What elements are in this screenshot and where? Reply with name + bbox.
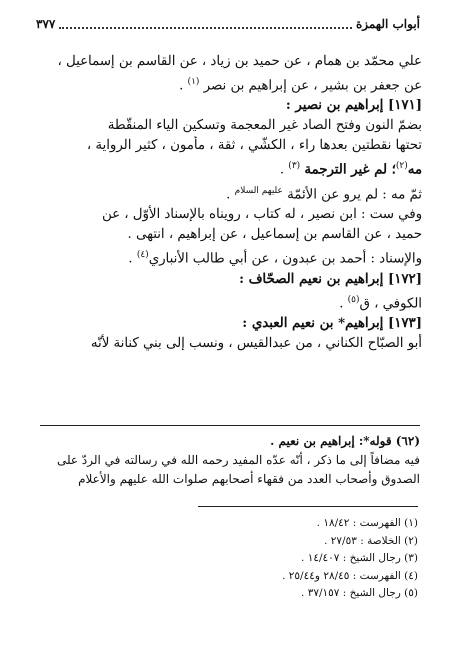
footnote-item: (٥) رجال الشيخ : ٣٧/١٥٧ . (301, 587, 418, 599)
footnote-marker: (٢) (395, 161, 408, 172)
footnote-marker: (١) (187, 77, 200, 87)
note-heading: (٦٢) قوله*: إبراهيم بن نعيم . (270, 434, 420, 448)
header-title: أبواب الهمزة (355, 17, 420, 31)
page-number: ٣٧٧ (36, 17, 56, 31)
text-line: ثمّ مه : لم يرو عن الأئمّة $^{عليهم السلام}$ . (226, 185, 422, 203)
commentary-note (40, 425, 420, 489)
entry-heading-171: [١٧١] إبراهيم بن نصير : (285, 98, 422, 114)
text-line: والإسناد : أحمد بن عبدون ، عن أبي طالب الأنباري$^{(٤)}$ . (128, 250, 422, 267)
header-dot-leader (59, 19, 352, 29)
text-line: تحتها نقطتين بعدها راء ، الكشّي ، ثقة ، مأمون ، كثير الرواية ، (86, 138, 422, 154)
footnote-marker: (٤) (136, 250, 149, 261)
text-line: بضمّ النون وفتح الصاد غير المعجمة وتسكين الياء المنقّطة (107, 118, 422, 134)
footnote-item: (١) الفهرست : ١٨/٤٢ . (316, 517, 418, 529)
honorific-symbol: عليهم السلام (234, 185, 283, 196)
running-header (36, 14, 420, 34)
text-line: عن جعفر بن بشير ، عن إبراهيم بن نصر $^{(١)}$ . (179, 77, 422, 94)
entry-heading-173: [١٧٣] إبراهيم* بن نعيم العبدي : (242, 316, 422, 332)
note-line: فيه مضافاً إلى ما ذكر ، أنّه عدّه المفيد رحمه الله في رسالته في الردّ على (56, 453, 420, 467)
footnote-marker: (٥) (347, 294, 360, 305)
text-line: وفي ست : ابن نصير ، له كتاب ، رويناه بالإسناد الأوّل ، عن (101, 207, 422, 223)
text-line: مه$^{(٢)}$؛ لم غير الترجمة $^{(٣)}$ . (279, 161, 422, 178)
main-text (26, 52, 422, 354)
entry-heading-172: [١٧٢] إبراهيم بن نعيم الصحّاف : (239, 271, 422, 287)
footnote-item: (٤) الفهرست : ٢٨/٤٥ و٢٥/٤٤ . (282, 569, 418, 582)
text-line: علي محمّد بن همام ، عن حميد بن زياد ، عن القاسم بن إسماعيل ، (57, 54, 422, 69)
footnotes (198, 506, 418, 603)
note-line: الصدوق وأصحاب العدد من فقهاء أصحابهم صلوات الله عليهم والأعلام (78, 472, 420, 486)
text-line: الكوفي ، ق$^{(٥)}$ . (339, 294, 422, 312)
footnote-marker: (٣) (288, 161, 301, 172)
text-line: حميد ، عن القاسم بن إسماعيل ، عن إبراهيم ، انتهى . (127, 227, 422, 243)
footnote-item: (٢) الخلاصة : ٢٧/٥٣ . (324, 534, 418, 547)
footnote-item: (٣) رجال الشيخ : ١٤/٤٠٧ . (301, 552, 418, 564)
text-line: أبو الصبّاح الكناني ، من عبدالقيس ، ونسب إلى بني كنانة لأنّه (90, 336, 422, 352)
